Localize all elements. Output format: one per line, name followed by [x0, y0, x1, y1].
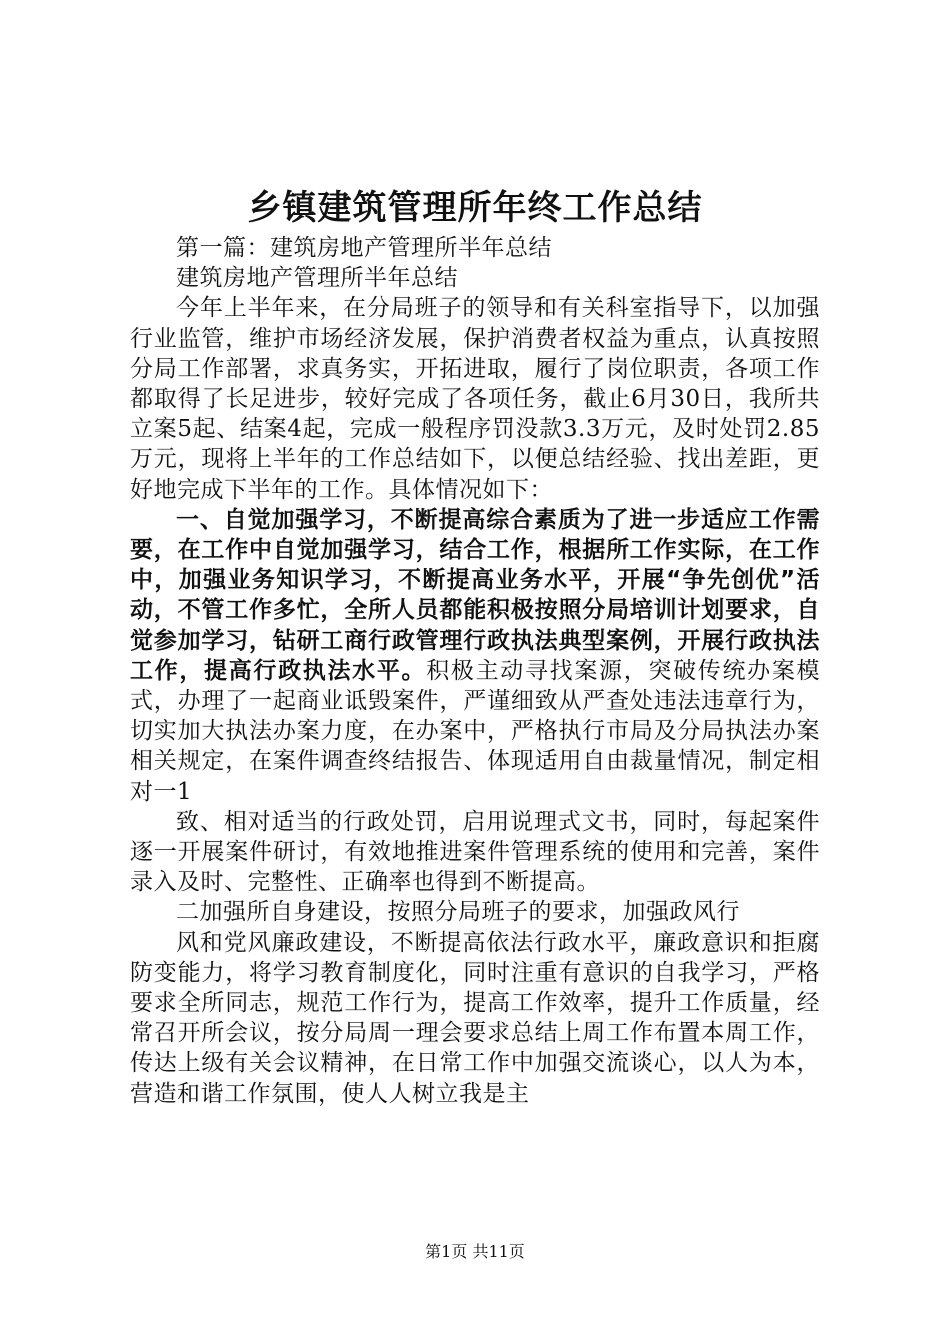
page-footer: 第1页 共11页 [425, 1242, 525, 1261]
paragraph-penalty: 致、相对适当的行政处罚，启用说理式文书，同时，每起案件逐一开展案件研讨，有效地推进案件管理系统的使用和完善，案件录入及时、完整性、正确率也得到不断提高。 [130, 808, 820, 896]
document-body [130, 233, 820, 1109]
document-title: 乡镇建筑管理所年终工作总结 [247, 188, 703, 228]
paragraph-self-building: 二加强所自身建设，按照分局班子的要求，加强政风行 [176, 899, 740, 926]
paragraph-study [130, 505, 820, 807]
paragraph-subtitle: 建筑房地产管理所半年总结 [176, 265, 458, 292]
paragraph-study-rest: 积极主动寻找案源，突破传统办案模式，办理了一起商业诋毁案件，严谨细致从严查处违法违章行为，切实加大执法办案力度，在办案中，严格执行市局及分局执法办案相关规定，在案件调查终结报告、体现适用自由裁量情况，制定相对一1 [130, 657, 821, 805]
paragraph-integrity: 风和党风廉政建设，不断提高依法行政水平，廉政意识和拒腐防变能力，将学习教育制度化，同时注重有意识的自我学习，严格要求全所同志，规范工作行为，提高工作效率，提升工作质量，经常召开所会议，按分局周一理会要求总结上周工作布置本周工作，传达上级有关会议精神，在日常工作中加强交流谈心，以人为本，营造和谐工作氛围，使人人树立我是主 [130, 929, 820, 1107]
paragraph-study-bold: 一、自觉加强学习，不断提高综合素质为了进一步适应工作需要，在工作中自觉加强学习，结合工作，根据所工作实际，在工作中，加强业务知识学习，不断提高业务水平，开展“争先创优”活动，不管工作多忙，全所人员都能积极按照分局培训计划要求，自觉参加学习，钻研工商行政管理行政执法典型案例，开展行政执法工作，提高行政执法水平。 [130, 506, 820, 684]
paragraph-section-heading: 第一篇：建筑房地产管理所半年总结 [176, 235, 552, 261]
paragraph-intro: 今年上半年来，在分局班子的领导和有关科室指导下，以加强行业监管，维护市场经济发展，保护消费者权益为重点，认真按照分局工作部署，求真务实，开拓进取，履行了岗位职责，各项工作都取得了长足进步，较好完成了各项任务，截止6月30日，我所共立案5起、结案4起，完成一般程序罚没款3.3万元，及时处罚2.85万元，现将上半年的工作总结如下，以便总结经验、找出差距，更好地完成下半年的工作。具体情况如下： [130, 295, 820, 503]
